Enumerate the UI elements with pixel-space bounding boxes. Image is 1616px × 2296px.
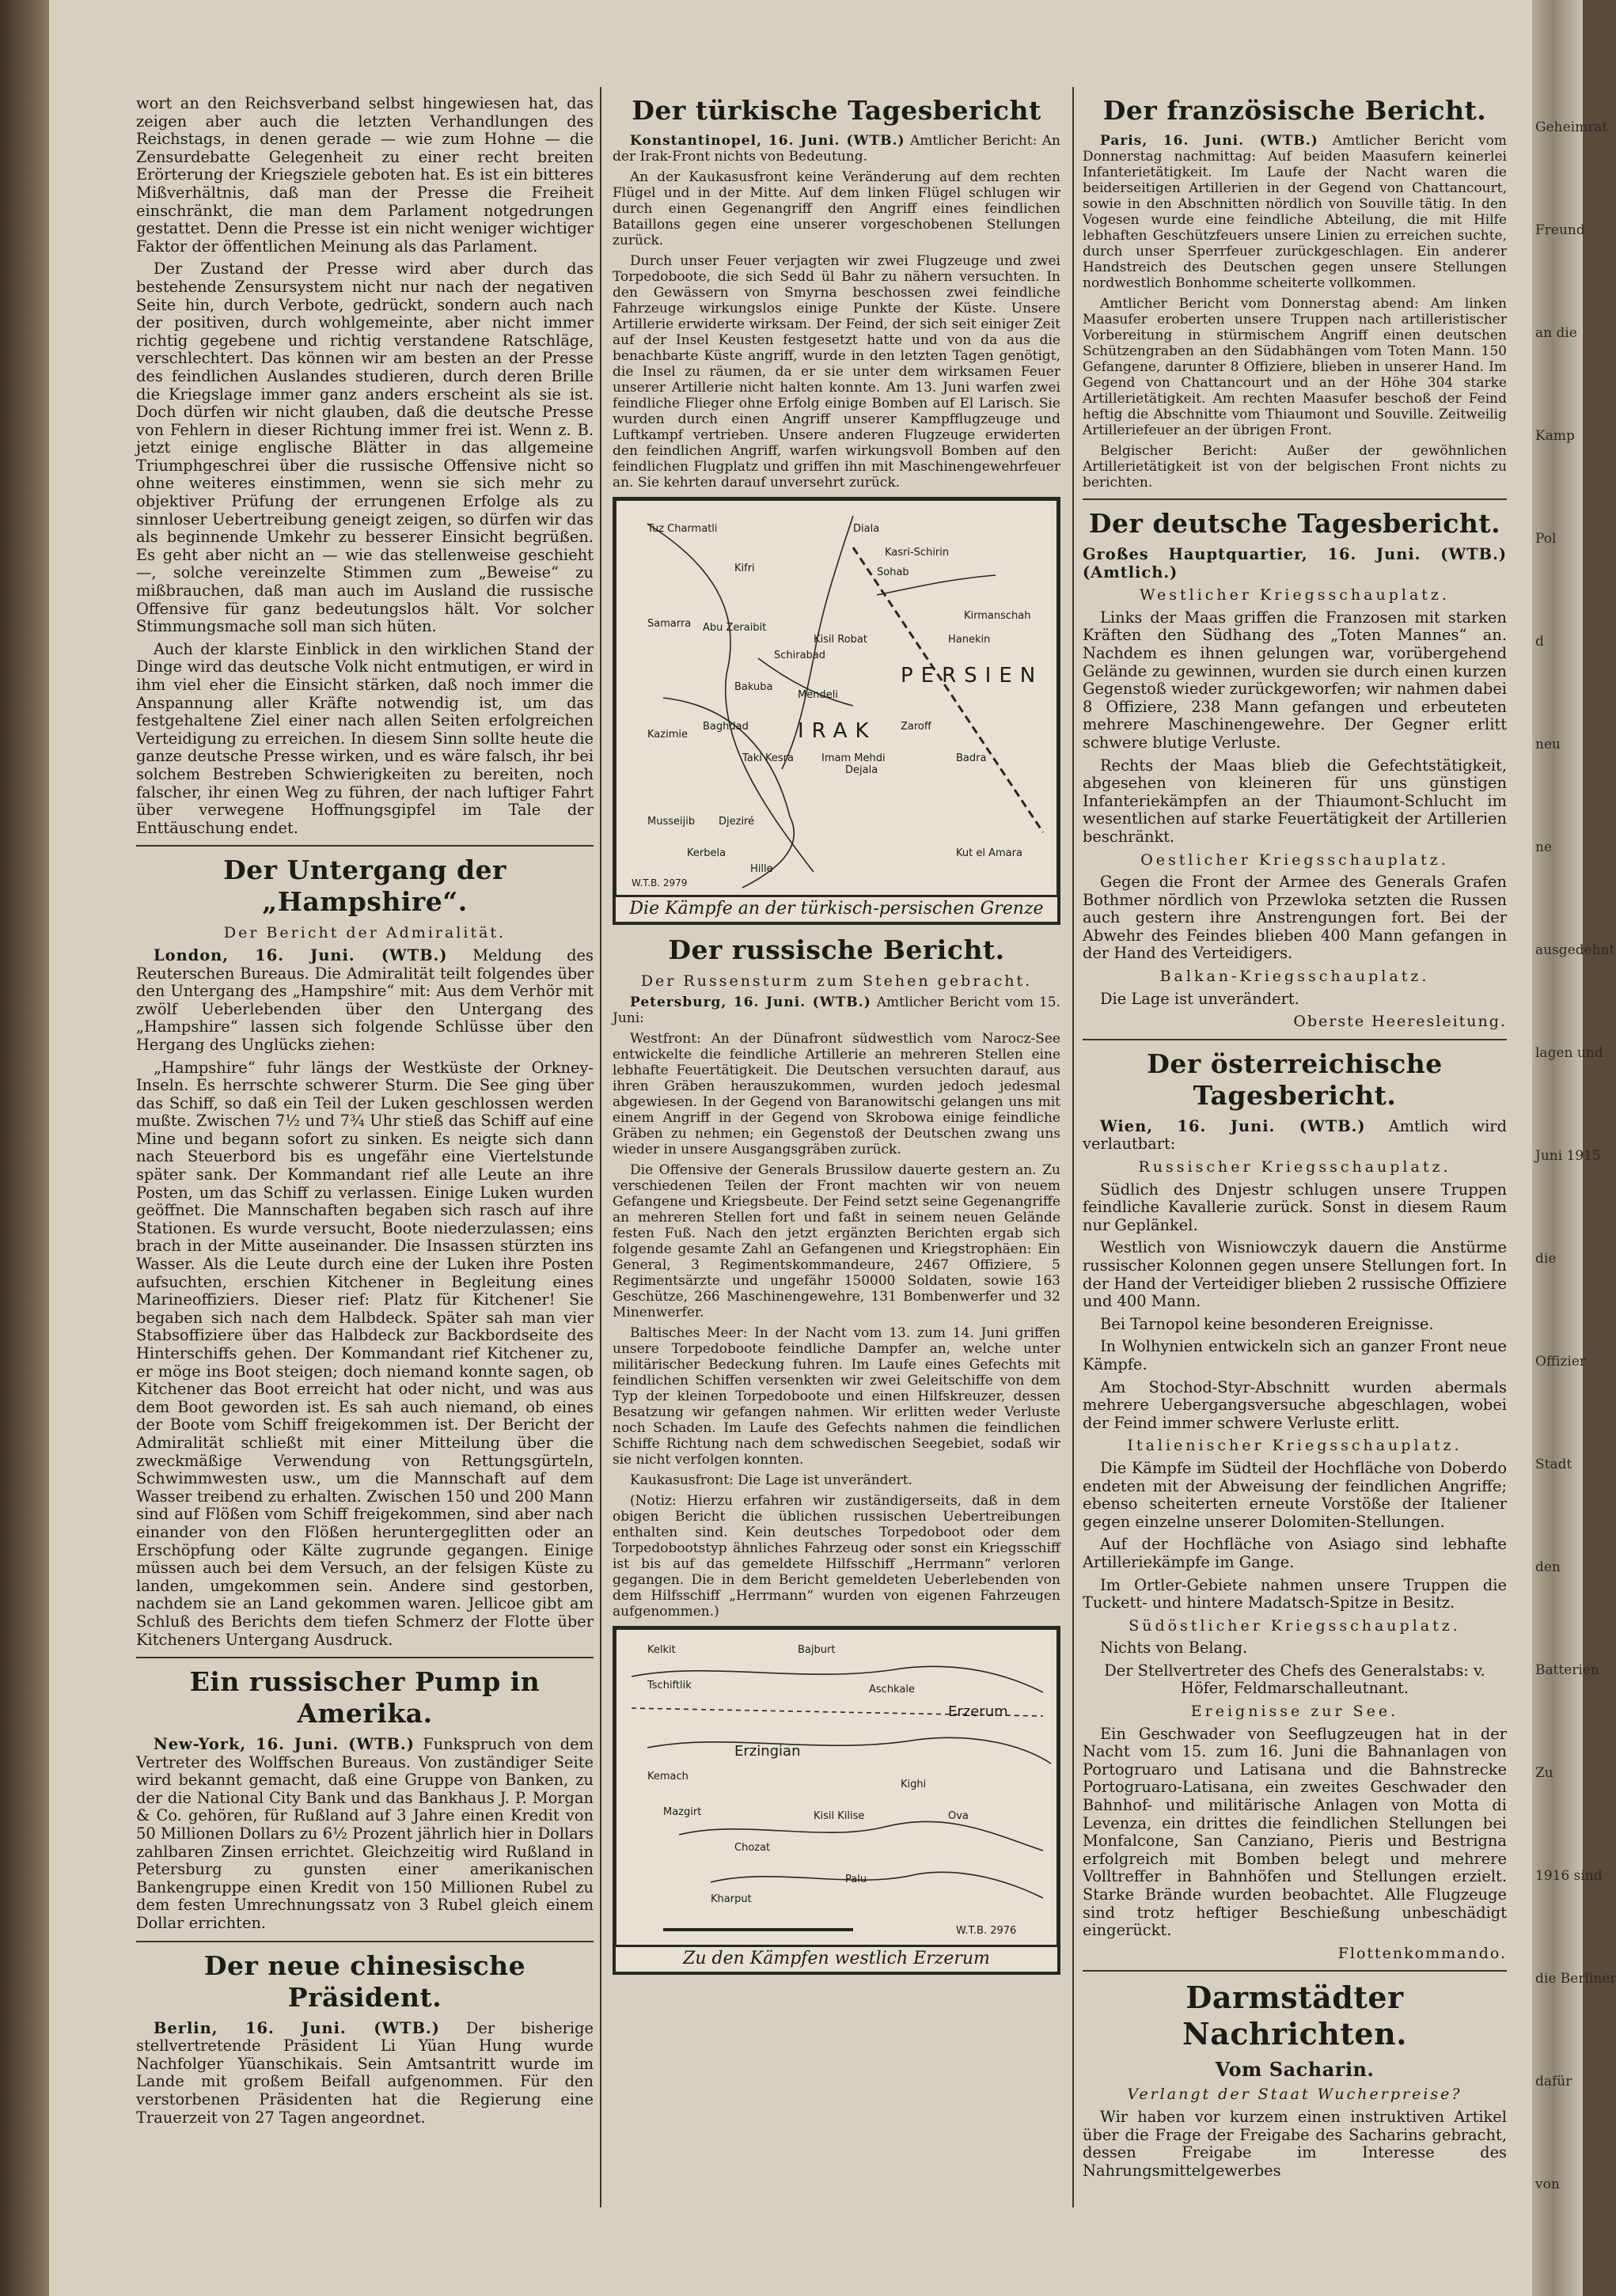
oesterreich-signature: Der Stellvertreter des Chefs des Generalstabs: v. Höfer, Feldmarschalleutnant.: [1104, 1661, 1485, 1698]
deutsch-west-text: Links der Maas griffen die Franzosen mit starken Kräften den Südhang des „Toten Mannes“ an. Nachdem es ihnen gelungen war, vorübergehend Gelände zu gewinnen, wurden sie durch einen kurzen Gegenstoß wieder zurückgeworfen; wir nahmen dabei 8 Offiziere, 238 Mann gefangen und erbeuteten mehrere Maschinengewehre. Der Gegner erlitt schwere blutige Verluste.: [1083, 608, 1507, 752]
edge-text-fragment: Kamp: [1535, 428, 1575, 444]
map-place-label: IRAK: [798, 719, 877, 743]
oesterreich-so-heading: Südöstlicher Kriegsschauplatz.: [1129, 1616, 1461, 1635]
pump-dateline: New-York, 16. Juni. (WTB.): [154, 1735, 415, 1754]
river-top: [632, 1667, 1043, 1696]
pump-headline: Ein russischer Pump in Amerika.: [189, 1666, 541, 1730]
oesterreich-russ-heading: Russischer Kriegsschauplatz.: [1138, 1158, 1451, 1176]
map-place-label: Imam Mehdi: [821, 752, 886, 764]
russisch-subtitle: Der Russensturm zum Stehen gebracht.: [640, 972, 1033, 990]
russisch-paragraph: Kaukasusfront: Die Lage ist unverändert.: [630, 1472, 912, 1489]
map-place-label: Kelkit: [647, 1644, 676, 1657]
map-frame: [616, 1629, 1057, 1946]
edge-text-fragment: Geheimrat: [1535, 119, 1608, 135]
hampshire-subtitle: Der Bericht der Admiralität.: [223, 924, 506, 942]
map-place-label: Kifri: [734, 563, 755, 574]
river-murad: [679, 1822, 1043, 1851]
map-place-label: PERSIEN: [901, 664, 1044, 688]
franzoesisch-paragraph: Belgischer Bericht: Außer der gewöhnlichen Artillerietätigkeit ist von der belgischen Front nichts zu berichten.: [1083, 443, 1507, 491]
map-place-label: Erzingian: [734, 1743, 801, 1760]
oesterreich-ital-paragraph: Auf der Hochfläche von Asiago sind lebhafte Artilleriekämpfe im Gange.: [1083, 1535, 1507, 1571]
deutsch-signature: Oberste Heeresleitung.: [1293, 1013, 1507, 1031]
map-place-label: Zaroff: [901, 721, 931, 733]
edge-text-fragment: lagen und: [1535, 1045, 1603, 1061]
tuerkisch-dateline: Konstantinopel, 16. Juni. (WTB.): [630, 133, 905, 149]
russisch-paragraph: Die Offensive der Generals Brussilow dauerte gestern an. Zu verschiedenen Teilen der Front machten wir von neuem Gefangene und Kriegsbeute. Der Feind setzt seine Gegenangriffe an mehreren Stellen fort und faßt in seinem neuen Gelände festen Fuß. Nach den jetzt ergänzten Berichten ergab sich folgende gesamte Zahl an Gefangenen und Kriegstrophäen: Ein General, 3 Regimentskommandeure, 2467 Offiziere, 5 Regimentsärzte und ungefähr 150000 Soldaten, sowie 163 Geschütze, 266 Maschinengewehre, 131 Bombenwerfer und 32 Minenwerfer.: [613, 1162, 1060, 1321]
oesterreich-russ-paragraph: Bei Tarnopol keine besonderen Ereignisse.: [1100, 1314, 1434, 1333]
edge-text-fragment: Freund: [1535, 222, 1585, 238]
map-turkish-persian-border: [613, 497, 1060, 925]
column-3: [1083, 95, 1507, 2184]
hampshire-dateline: London, 16. Juni. (WTB.): [154, 945, 448, 964]
tuerkisch-paragraph: Amtlicher Bericht: An der Irak-Front nichts von Bedeutung.: [613, 133, 1060, 165]
map-place-label: Kirmanschah: [964, 610, 1031, 622]
map-place-label: Erzerum: [948, 1703, 1008, 1721]
edge-text-fragment: Juni 1915: [1535, 1148, 1601, 1164]
column-1: [136, 95, 594, 2131]
praesident-dateline: Berlin, 16. Juni. (WTB.): [154, 2018, 440, 2037]
deutsch-west-text2: Rechts der Maas blieb die Gefechtstätigkeit, abgesehen von kleineren für uns günstigen Infanteriekämpfen an der Thiaumont-Schlucht im wesentlichen auf starke Feuertätigkeit der Artillerien beschränkt.: [1083, 756, 1507, 846]
border-line: [853, 547, 1043, 832]
oesterreich-headline: Der österreichische Tagesbericht.: [1147, 1048, 1443, 1111]
edge-text-fragment: von: [1535, 2177, 1560, 2192]
map-place-label: Kisil Kilise: [814, 1810, 865, 1823]
oesterreich-dateline: Wien, 16. Juni. (WTB.): [1100, 1116, 1366, 1135]
section-divider: [136, 1941, 594, 1942]
map-place-label: Musseijib: [647, 816, 696, 828]
oesterreich-russ-paragraph: In Wolhynien entwickeln sich an ganzer Front neue Kämpfe.: [1083, 1337, 1507, 1373]
section-divider: [136, 1657, 594, 1658]
map-place-label: Kasri-Schirin: [885, 547, 950, 559]
intro-paragraph: Der Zustand der Presse wird aber durch das bestehende Zensursystem nicht nur nach der negativen Seite hin, durch Verbote, gedrückt, sondern auch nach der positiven, durch wohlgemeinte, aber nicht immer richtig gegebene und richtig verstandene Ratschläge, verschlechtert. Das können wir am besten an der Presse des feindlichen Auslandes studieren, durch deren Brille die Kriegslage immer ganz anders erscheint als sie ist. Doch dürfen wir nicht glauben, daß die deutsche Presse von Fehlern in dieser Richtung immer frei ist. Wenn z. B. jetzt einige englische Blätter in das allgemeine Triumphgeschrei über die russische Offensive nicht so ohne weiteres einstimmen, wenn sie sich mehr zu objektiver Prüfung der errungenen Erfolge als zu sinnloser Uebertreibung geneigt zeigen, so dürfen wir das als beginnende Umkehr zu besserer Einsicht begrüßen. Es geht aber nicht an — wie das stellenweise geschieht —, solche vereinzelte Stimmen zum „Beweise“ zu mißbrauchen, daß man auch im Ausland die russische Offensive für ganz bedeutungslos hält. Vor solcher Stimmungsmache soll man sich hüten.: [136, 260, 594, 636]
darmstadt-subtitle: Vom Sacharin.: [1215, 2058, 1375, 2082]
edge-text-fragment: Batterien: [1535, 1662, 1599, 1678]
darmstadt-headline: Darmstädter Nachrichten.: [1182, 1980, 1407, 2052]
map-place-label: Kazimie: [647, 729, 688, 741]
map-place-label: Mazgirt: [663, 1806, 702, 1819]
oesterreich-russ-paragraph: Westlich von Wisniowczyk dauern die Anstürme russischer Kolonnen gegen unsere Stellungen fort. In der Hand der Verteidiger blieben 2 russische Offiziere und 400 Mann.: [1083, 1238, 1507, 1311]
map-place-label: Bajburt: [798, 1644, 836, 1657]
russisch-paragraph: Baltisches Meer: In der Nacht vom 13. zum 14. Juni griffen unsere Torpedoboote feindliche Dampfer an, welche unter militärischer Bedeckung fuhren. Im Laufe eines Gefechts mit feindlichen Schiffen versenkten wir zwei Geleitschiffe von dem Typ der kleinen Torpedoboote und einen Hilfskreuzer, dessen Besatzung wir gefangen nahmen. Wir erlitten weder Verluste noch Schaden. Im Laufe des Gefechts nahmen die feindlichen Schiffe Richtung nach dem schwedischen Seegebiet, sodaß wir sie nicht verfolgen konnten.: [613, 1325, 1060, 1468]
map-place-label: Ova: [948, 1810, 969, 1823]
hampshire-headline: Der Untergang der „Hampshire“.: [223, 854, 506, 918]
map-place-label: Baghdad: [703, 721, 749, 733]
map-drawing: [616, 1629, 1057, 1946]
tuerkisch-paragraph: An der Kaukasusfront keine Veränderung auf dem rechten Flügel und in der Mitte. Auf dem linken Flügel schlugen wir durch einen Gegenangriff den Angriff eines feindlichen Bataillons gegen eine unserer vorgeschobenen Stellungen zurück.: [613, 169, 1060, 248]
map-place-label: Kut el Amara: [956, 847, 1022, 859]
russisch-paragraph: (Notiz: Hierzu erfahren wir zuständigerseits, daß in dem obigen Bericht die üblichen russischen Uebertreibungen enthalten sind. Kein deutsches Torpedoboot oder dem Torpedobootstyp ähnliches Fahrzeug oder sonst ein Kriegsschiff ist bis auf das gemeldete Hilfsschiff „Herrmann“ verloren gegangen. Die in dem Bericht gemeldeten Ueberlebenden von dem Hilfsschiff „Herrmann“ wurden von eigenen Fahrzeugen aufgenommen.): [613, 1493, 1060, 1620]
tuerkisch-paragraph: Durch unser Feuer verjagten wir zwei Flugzeuge und zwei Torpedoboote, die sich Sedd ül Bahr zu nähern versuchten. In den Gewässern von Smyrna beschossen zwei feindliche Fahrzeuge wirkungslos einige Punkte der Küste. Unsere Artillerie erwiderte wirksam. Der Feind, der sich seit einiger Zeit auf der Insel Keusten festgesetzt hatte und von da aus die benachbarte Küste angriff, wurde in den letzten Tagen genötigt, die Insel zu räumen, da er sie unter dem wirksamen Feuer unserer Artillerie nicht halten konnte. Am 13. Juni warfen zwei feindliche Flieger ohne Erfolg einige Bomben auf El Larisch. Sie wurden durch einen Angriff unserer Kampfflugzeuge und Luftkampf vertrieben. Unsere anderen Flugzeuge erwiderten den feindlichen Angriff, warfen wirkungsvoll Bomben auf den feindlichen Flugplatz und griffen ihn mit Maschinengewehrfeuer an. Sie kehrten darauf unversehrt zurück.: [613, 253, 1060, 491]
deutsch-balkan-heading: Balkan-Kriegsschauplatz.: [1159, 968, 1430, 986]
map-place-label: Kighi: [901, 1779, 927, 1791]
map-labels: [632, 523, 1043, 888]
edge-text-fragment: den: [1535, 1559, 1561, 1575]
edge-text-fragment: d: [1535, 634, 1544, 650]
oesterreich-ital-paragraph: Die Kämpfe im Südteil der Hochfläche von Doberdo endeten mit der Abweisung der feindlichen Angriffe; ebenso scheiterten erneute Vorstöße der Italiener gegen einzelne unserer Dolomiten-Stellungen.: [1083, 1458, 1507, 1531]
praesident-headline: Der neue chinesische Präsident.: [203, 1949, 526, 2013]
oesterreich-russ-paragraph: Südlich des Dnjestr schlugen unsere Truppen feindliche Kavallerie zurück. Sonst in diesem Raum nur Geplänkel.: [1083, 1180, 1507, 1234]
map-place-label: Dejala: [845, 764, 878, 776]
map-place-label: Badra: [956, 752, 987, 764]
oesterreich-so-text: Nichts von Belang.: [1100, 1639, 1248, 1658]
edge-text-fragment: die Berliner: [1535, 1971, 1616, 1987]
map-labels: [647, 1644, 1016, 1937]
river-euphrat: [647, 1738, 1051, 1764]
deutsch-headline: Der deutsche Tagesbericht.: [1088, 508, 1501, 539]
book-binding: [0, 0, 49, 2296]
edge-text-fragment: neu: [1535, 737, 1561, 752]
oesterreich-intro: Amtlich wird verlautbart:: [1083, 1116, 1507, 1154]
column-rule-1: [600, 87, 601, 2207]
map-caption: Die Kämpfe an der türkisch-persischen Grenze: [616, 896, 1057, 922]
map-place-label: Sohab: [877, 566, 909, 578]
russisch-paragraph: Westfront: An der Dünafront südwestlich vom Narocz-See entwickelte die feindliche Artillerie an mehreren Stellen eine lebhafte Feuertätigkeit. Die Deutschen versuchten darauf, aus ihren Gräben herauszukommen, wurden jedoch jedesmal abgewiesen. In der Gegend von Baranowitschi gelangen uns mit einem Angriff in der Gegend von Skrobowa einige feindliche Gräben zu nehmen; ein Gegenstoß der Deutschen zwang uns wieder in unsere Ausgangsgräben zurück.: [613, 1031, 1060, 1158]
edge-text-fragment: an die: [1535, 325, 1577, 341]
river-lower: [711, 1873, 1043, 1899]
section-divider: [1083, 498, 1507, 500]
franzoesisch-paragraph: Amtlicher Bericht vom Donnerstag nachmittag: Auf beiden Maasufern keinerlei Infanterietätigkeit. Im Laufe der Nacht waren die beiderseitigen Artillerien in der Gegend von Chattancourt, sowie in den Abschnitten nördlich von Souville tätig. In den Vogesen wurde eine feindliche Abteilung, die mit Hilfe lebhaften Geschützfeuers unsere Linien zu erreichen suchte, durch unser Sperrfeuer zurückgeschlagen. Ein anderer Handstreich des Deutschen gegen unsere Stellungen nordwestlich Bonhomme scheiterte vollkommen.: [1083, 133, 1507, 291]
deutsch-dateline: Großes Hauptquartier, 16. Juni. (WTB.) (Amtlich.): [1083, 545, 1507, 582]
map-caption: Zu den Kämpfen westlich Erzerum: [616, 1946, 1057, 1972]
map-drawing: [616, 500, 1057, 896]
intro-paragraph: Auch der klarste Einblick in den wirklichen Stand der Dinge wird das deutsche Volk nicht entmutigen, er wird in ihm viel eher die Einsicht stärken, daß noch immer die Anspannung aller Kräfte notwendig ist, um das festgehaltene Ziel einer nach allen Seiten erfolgreichen Verteidigung zu erreichen. In diesem Sinn sollte heute die ganze deutsche Presse wirken, und es wäre falsch, ihr bei solchem Bestreben Schwierigkeiten zu bereiten, noch falscher, ihr einen Weg zu führen, der nach luftiger Fahrt über verwegene Hoffnungsgipfel im Tale der Enttäuschung endet.: [136, 639, 594, 837]
map-place-label: Kerbela: [687, 847, 726, 859]
pump-text: Funkspruch von dem Vertreter des Wolffschen Bureaus. Von zuständiger Seite wird bekannt gemacht, daß eine Gruppe von Banken, zu der die National City Bank und das Bankhaus J. P. Morgan & Co. gehören, für Rußland auf 3 Jahre einen Kredit von 50 Millionen Dollars zu 6½ Prozent jährlich hier in Dollars zahlbaren Zinsen errichtet. Gleichzeitig wird Rußland in Petersburg zu gunsten einer amerikanischen Bankengruppe einen Kredit von 150 Millionen Rubel zu dem festen Umrechnungssatz von 3 Rubel gleich einem Dollar errichten.: [136, 1735, 594, 1933]
section-divider: [1083, 1039, 1507, 1040]
franzoesisch-dateline: Paris, 16. Juni. (WTB.): [1100, 133, 1318, 149]
deutsch-balkan-text: Die Lage ist unverändert.: [1100, 989, 1299, 1008]
franzoesisch-paragraph: Amtlicher Bericht vom Donnerstag abend: Am linken Maasufer eroberten unsere Truppen nach artilleristischer Vorbereitung in stürmischem Angriff einen deutschen Schützengraben an den Südabhängen vom Toten Mann. 150 Gefangene, darunter 8 Offiziere, blieben in unserer Hand. Im Gegend von Chattancourt und an der Höhe 304 starke Artillerietätigkeit. Am rechten Maasufer beschoß der Feind heftig die Abschnitte vom Thiaumont und Souville. Zeitweilig Artilleriefeuer an der übrigen Front.: [1083, 296, 1507, 438]
map-place-label: Schirabad: [774, 650, 826, 661]
tuerkisch-headline: Der türkische Tagesbericht: [632, 95, 1041, 126]
deutsch-ost-text: Gegen die Front der Armee des Generals Grafen Bothmer nördlich von Przewloka setzten die Russen auch gestern ihre Anstrengungen fort. Bei der Abwehr des Feindes blieben 400 Mann gefangen in der Hand des Verteidigers.: [1083, 873, 1507, 963]
map-place-label: Mendeli: [798, 689, 838, 701]
map-code: W.T.B. 2979: [632, 877, 688, 888]
map-place-label: Abu Zeraibit: [703, 622, 767, 634]
map-place-label: Aschkale: [869, 1684, 915, 1696]
intro-paragraph: wort an den Reichsverband selbst hingewiesen hat, das zeigen aber auch die letzten Verhandlungen des Reichstags, in denen gerade — wie zum Hohne — die Zensurdebatte Gelegenheit zu einer recht breiten Erörterung der Kriegsziele geboten hat. Es ist ein bitteres Mißverhältnis, daß man der Presse die Freiheit einschränkt, die man dem Parlament notgedrungen gestattet. Denn die Presse ist ein nicht weniger wichtiger Faktor der öffentlichen Meinung als das Parlament.: [136, 94, 594, 256]
edge-text-fragment: Stadt: [1535, 1457, 1572, 1472]
map-place-label: Bakuba: [734, 681, 773, 693]
see-signature: Flottenkommando.: [1337, 1944, 1507, 1962]
russisch-dateline: Petersburg, 16. Juni. (WTB.): [630, 995, 871, 1011]
map-place-label: Tuz Charmatli: [647, 523, 718, 535]
hampshire-paragraph: „Hampshire“ fuhr längs der Westküste der Orkney-Inseln. Es herrschte schwerer Sturm. Die See ging über das Schiff, so daß ein Teil der Luken geschlossen werden mußte. Zwischen 7½ und 7¾ Uhr stieß das Schiff auf eine Mine und begann sofort zu sinken. Es neigte sich dann nach Steuerbord bis es ungefähr eine Viertelstunde später sank. Der Kommandant rief alle Leute an ihre Posten, um das Schiff zu verlassen. Einige Luken wurden geöffnet. Die Mannschaften begaben sich rasch auf ihre Stationen. Es wurde versucht, Boote niederzulassen; eins brach in der Mitte auseinander. Die Insassen stürzten ins Wasser. Als die Leute durch eine der Luken ihre Posten aufsuchten, erschien Kitchener in Begleitung eines Marineoffiziers. Dieser rief: Platz für Kitchener! Sie begaben sich nach dem Halbdeck. Später sah man vier Stabsoffiziere über das Halbdeck zur Backbordseite des Hinterschiffs gehen. Der Kommandant rief Kitchener zu, er möge ins Boot steigen; doch niemand konnte sagen, ob Kitchener das Boot erreicht hat oder nicht, und was aus dem Boot geworden ist. Es sah auch niemand, ob eines der Boote vom Schiff freigekommen ist. Der Bericht der Admiralität schließt mit einer Mitteilung über die zweckmäßige Verwendung von Rettungsgürteln, Schwimmwesten usw., um die Mannschaft auf dem Wasser treibend zu erhalten. Zwischen 150 und 200 Mann sind auf Flößen vom Schiff freigekommen, sind aber nach einander von den Flößen heruntergeglitten oder an Erschöpfung oder Kälte zugrunde gegangen. Einige müssen auch bei dem Versuch, an der felsigen Küste zu landen, umgekommen sein. Andere sind gestorben, nachdem sie an Land gekommen waren. Jellicoe gibt am Schluß des Berichts dem tiefen Schmerz der Flotte über Kitcheners Untergang Ausdruck.: [136, 1058, 594, 1649]
section-divider: [136, 845, 594, 847]
map-place-label: Hille: [750, 863, 773, 875]
edge-text-fragment: Zu: [1535, 1765, 1553, 1781]
oesterreich-ital-paragraph: Im Ortler-Gebiete nahmen unsere Truppen die Tuckett- und hintere Madatsch-Spitze in Besitz.: [1083, 1575, 1507, 1612]
adjacent-page-edge: [1532, 0, 1616, 2296]
deutsch-west-heading: Westlicher Kriegsschauplatz.: [1140, 586, 1450, 604]
map-place-label: Kisil Robat: [814, 634, 867, 646]
edge-text-fragment: ausgedehnt: [1535, 942, 1615, 958]
map-place-label: Samarra: [647, 618, 692, 630]
map-place-label: Taki Kesra: [742, 752, 794, 764]
russisch-paragraph: Amtlicher Bericht vom 15. Juni:: [613, 995, 1060, 1027]
map-place-label: Palu: [845, 1874, 867, 1886]
deutsch-ost-heading: Oestlicher Kriegsschauplatz.: [1140, 851, 1449, 869]
oesterreich-russ-paragraph: Am Stochod-Styr-Abschnitt wurden abermals mehrere Uebergangsversuche abgeschlagen, wobei der Feind immer schwere Verluste erlitt.: [1083, 1377, 1507, 1432]
oesterreich-ital-heading: Italienischer Kriegsschauplatz.: [1127, 1437, 1462, 1455]
column-rule-2: [1072, 87, 1074, 2207]
map-code: W.T.B. 2976: [956, 1925, 1017, 1938]
see-heading: Ereignisse zur See.: [1190, 1703, 1399, 1721]
darmstadt-kicker: Verlangt der Staat Wucherpreise?: [1127, 2086, 1462, 2104]
franzoesisch-headline: Der französische Bericht.: [1102, 95, 1487, 126]
column-2: [613, 95, 1060, 1984]
praesident-text: Der bisherige stellvertretende Präsident Li Yüan Hung wurde Nachfolger Yüanschikais. Sein Amtsantritt wurde im Lande mit großem Beifall aufgenommen. Für den verstorbenen Präsidenten hat die Regierung eine Trauerzeit von 27 Tagen angeordnet.: [136, 2018, 594, 2127]
see-text: Ein Geschwader von Seeflugzeugen hat in der Nacht vom 15. zum 16. Juni die Bahnanlagen von Portogruaro und Latisana und die Bahnstrecke Portogruaro-Latisana, ein zweites Geschwader den Bahnhof- und militärische Anlagen von Motta di Levenza, ein drittes die feindlichen Stellungen bei Monfalcone, San Canziano, Pieris und Bestrigna erfolgreich mit Bomben belegt und mehrere Volltreffer in Bahnhöfen und Stellungen erzielt. Starke Brände wurden beobachtet. Alle Flugzeuge sind trotz heftiger Beschießung unbeschädigt eingerückt.: [1083, 1724, 1507, 1940]
map-place-label: Tschiftlik: [647, 1680, 692, 1692]
darmstadt-text: Wir haben vor kurzem einen instruktiven Artikel über die Frage der Freigabe des Sacharins gebracht, dessen Freigabe im Interesse des Nahrungsmittelgewerbes: [1083, 2107, 1507, 2180]
edge-text-fragment: dafür: [1535, 2074, 1572, 2090]
russisch-headline: Der russische Bericht.: [668, 934, 1005, 965]
map-place-label: Hanekin: [948, 634, 991, 646]
hampshire-paragraph: Meldung des Reuterschen Bureaus. Die Admiralität teilt folgendes über den Untergang des „Hampshire“ mit: Aus dem Verhör mit zwölf Ueberlebenden über den Untergang des „Hampshire“ lassen sich folgende Schlüsse über den Hergang des Unglücks ziehen:: [136, 945, 594, 1054]
map-place-label: Djeziré: [719, 816, 755, 828]
edge-text-fragment: die: [1535, 1251, 1557, 1267]
map-west-of-erzerum: [613, 1626, 1060, 1975]
map-place-label: Kharput: [711, 1893, 752, 1906]
edge-text-fragment: Pol: [1535, 531, 1557, 547]
section-divider: [1083, 1970, 1507, 1972]
map-place-label: Diala: [853, 523, 880, 535]
map-place-label: Chozat: [734, 1842, 771, 1855]
map-place-label: Kemach: [647, 1771, 689, 1783]
edge-text-fragment: 1916 sind: [1535, 1868, 1603, 1884]
edge-text-fragment: Offizier: [1535, 1354, 1587, 1370]
edge-text-fragment: ne: [1535, 839, 1553, 855]
